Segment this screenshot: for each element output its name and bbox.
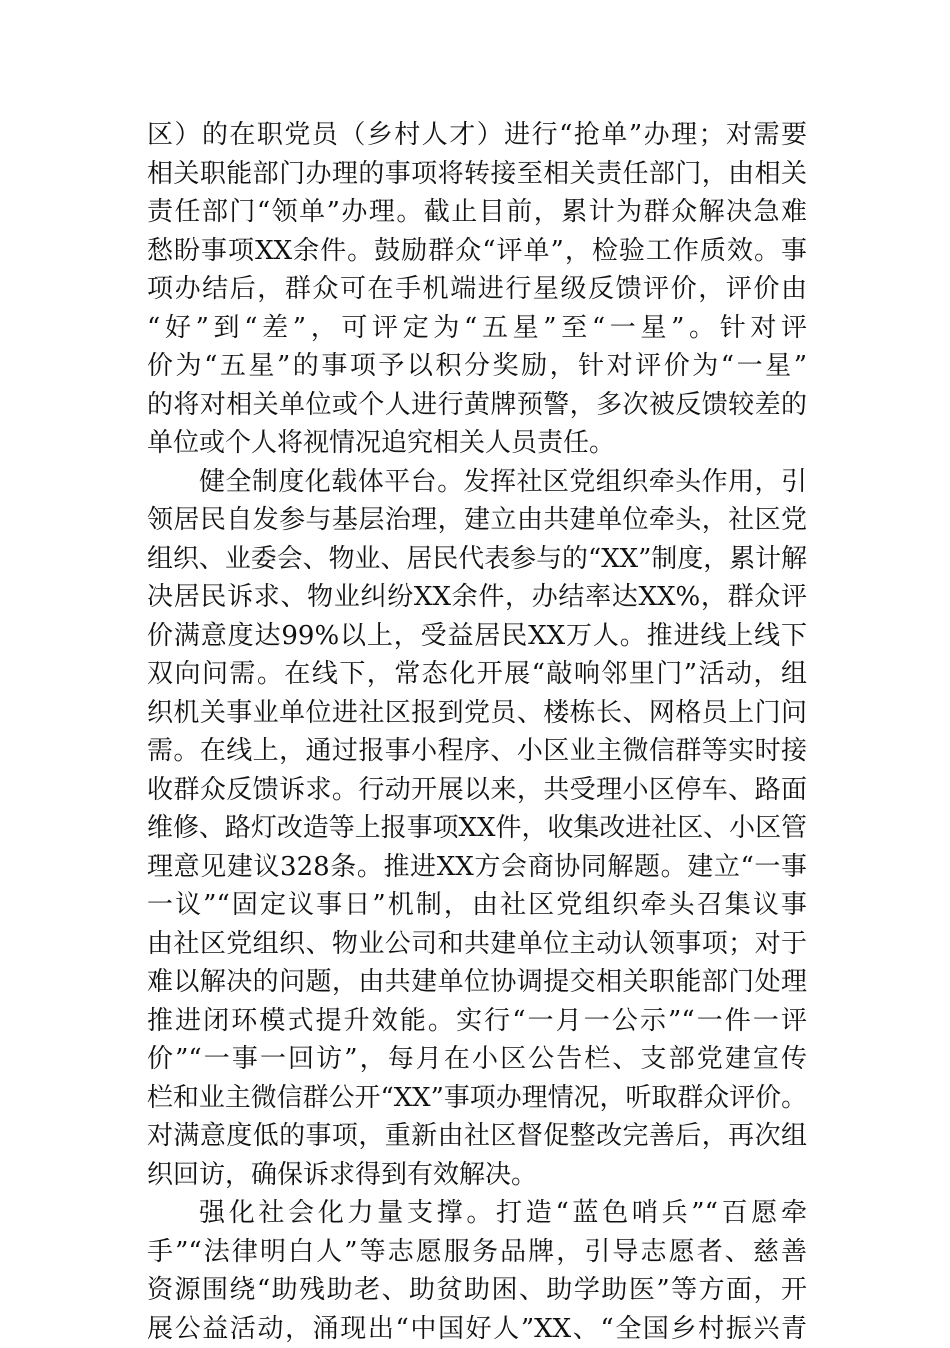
text-line: 组织、业委会、物业、居民代表参与的“XX”制度，累计解 [147,540,807,579]
text-line: 栏和业主微信群公开“XX”事项办理情况，听取群众评价。 [147,1079,807,1118]
text-line: 愁盼事项XX余件。鼓励群众“评单”，检验工作质效。事 [147,232,807,271]
text-line: 相关职能部门办理的事项将转接至相关责任部门，由相关 [147,155,807,194]
text-line: 价为“五星”的事项予以积分奖励，针对评价为“一星” [147,347,807,386]
text-line: 理意见建议328条。推进XX方会商协同解题。建立“一事 [147,848,807,887]
text-line: 项办结后，群众可在手机端进行星级反馈评价，评价由 [147,270,807,309]
paragraph-1 [147,116,807,463]
text-line: 决居民诉求、物业纠纷XX余件，办结率达XX%，群众评 [147,578,807,617]
text-line: 维修、路灯改造等上报事项XX件，收集改进社区、小区管 [147,809,807,848]
text-line: 手”“法律明白人”等志愿服务品牌，引导志愿者、慈善 [147,1233,807,1272]
text-line: “好”到“差”，可评定为“五星”至“一星”。针对评 [147,309,807,348]
text-line: 难以解决的问题，由共建单位协调提交相关职能部门处理 [147,963,807,1002]
text-line: 责任部门“领单”办理。截止目前，累计为群众解决急难 [147,193,807,232]
text-line: 的将对相关单位或个人进行黄牌预警，多次被反馈较差的 [147,386,807,425]
text-line: 资源围绕“助残助老、助贫助困、助学助医”等方面，开 [147,1271,807,1310]
text-line: 推进闭环模式提升效能。实行“一月一公示”“一件一评 [147,1002,807,1041]
text-line: 织回访，确保诉求得到有效解决。 [147,1156,807,1195]
text-line: 单位或个人将视情况追究相关人员责任。 [147,424,807,463]
text-line: 织机关事业单位进社区报到党员、楼栋长、网格员上门问 [147,694,807,733]
text-line: 需。在线上，通过报事小程序、小区业主微信群等实时接 [147,732,807,771]
paragraph-3 [147,1194,807,1348]
text-line: 收群众反馈诉求。行动开展以来，共受理小区停车、路面 [147,771,807,810]
text-line: 健全制度化载体平台。发挥社区党组织牵头作用，引 [147,463,807,502]
text-line: 区）的在职党员（乡村人才）进行“抢单”办理；对需要 [147,116,807,155]
text-line: 价满意度达99%以上，受益居民XX万人。推进线上线下 [147,617,807,656]
paragraph-2 [147,463,807,1195]
text-line: 对满意度低的事项，重新由社区督促整改完善后，再次组 [147,1117,807,1156]
text-line: 展公益活动，涌现出“中国好人”XX、“全国乡村振兴青 [147,1310,807,1348]
text-line: 领居民自发参与基层治理，建立由共建单位牵头，社区党 [147,501,807,540]
text-line: 强化社会化力量支撑。打造“蓝色哨兵”“百愿牵 [147,1194,807,1233]
text-line: 一议”“固定议事日”机制，由社区党组织牵头召集议事 [147,886,807,925]
document-page [147,116,807,1348]
text-line: 双向问需。在线下，常态化开展“敲响邻里门”活动，组 [147,655,807,694]
text-line: 由社区党组织、物业公司和共建单位主动认领事项；对于 [147,925,807,964]
text-line: 价”“一事一回访”，每月在小区公告栏、支部党建宣传 [147,1040,807,1079]
